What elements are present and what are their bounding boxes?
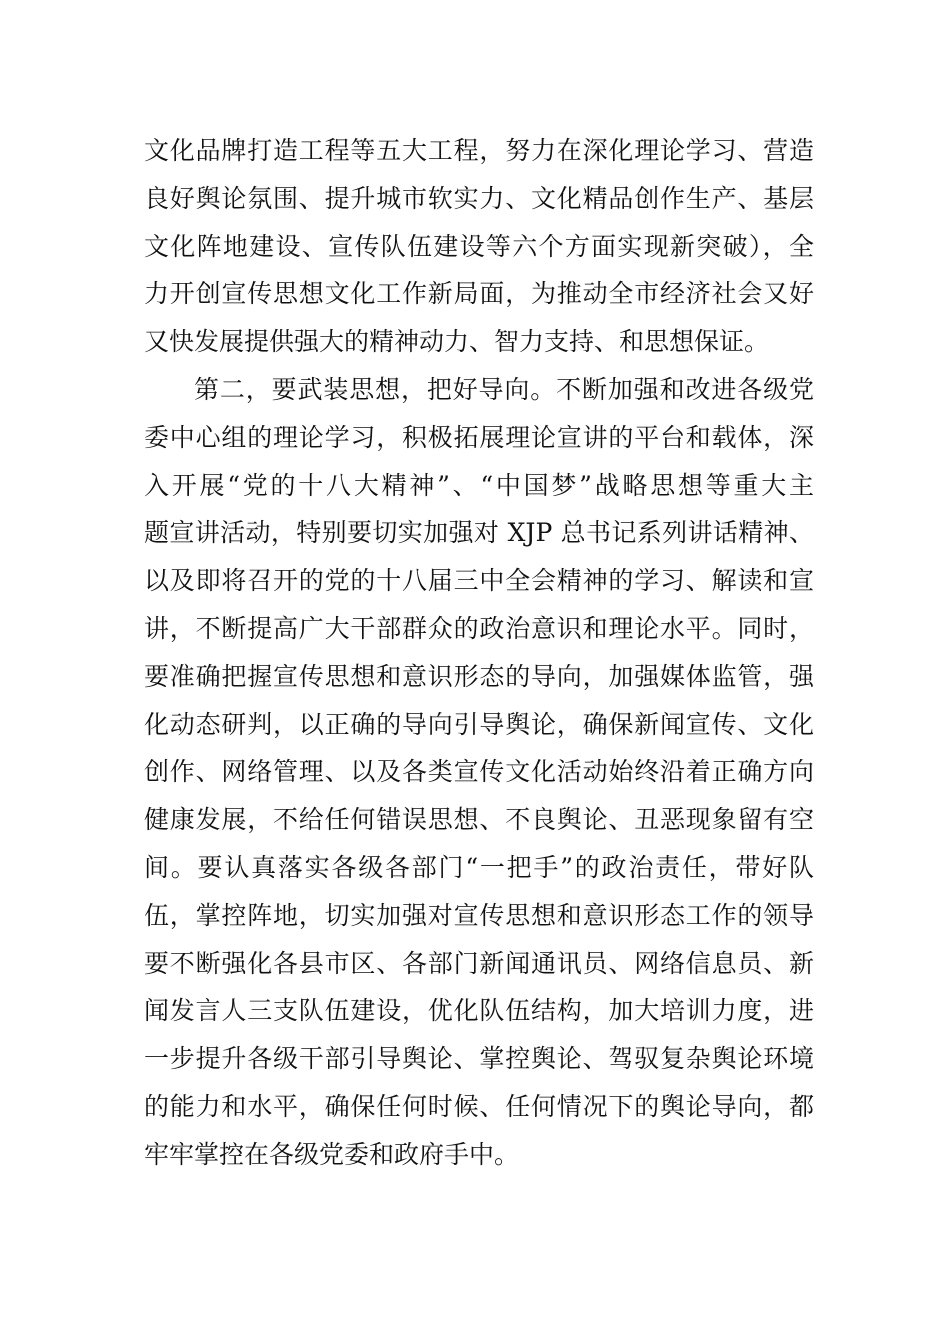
text-line: 伍，掌控阵地，切实加强对宣传思想和意识形态工作的领导 [144, 900, 814, 930]
paragraph-start-line: 第二，要武装思想，把好导向。不断加强和改进各级党 [194, 374, 814, 404]
text-line: 要不断强化各县市区、各部门新闻通讯员、网络信息员、新 [144, 948, 814, 978]
text-line: 委中心组的理论学习，积极拓展理论宣讲的平台和载体，深 [144, 422, 814, 452]
text-line: 牢牢掌控在各级党委和政府手中。 [144, 1139, 520, 1169]
text-line: 入开展“党的十八大精神”、“中国梦”战略思想等重大主 [144, 470, 814, 500]
text-line: 文化阵地建设、宣传队伍建设等六个方面实现新突破），全 [144, 231, 814, 261]
text-line: 健康发展，不给任何错误思想、不良舆论、丑恶现象留有空 [144, 805, 814, 835]
text-line: 讲，不断提高广大干部群众的政治意识和理论水平。同时， [144, 613, 814, 643]
text-line: 的能力和水平，确保任何时候、任何情况下的舆论导向，都 [144, 1091, 814, 1121]
text-line: 又快发展提供强大的精神动力、智力支持、和思想保证。 [144, 327, 770, 357]
body-text [144, 127, 814, 1179]
text-line: 力开创宣传思想文化工作新局面，为推动全市经济社会又好 [144, 279, 814, 309]
text-line: 题宣讲活动，特别要切实加强对 XJP 总书记系列讲话精神、 [144, 518, 814, 548]
text-line: 以及即将召开的党的十八届三中全会精神的学习、解读和宣 [144, 566, 814, 596]
text-line: 间。要认真落实各级各部门“一把手”的政治责任，带好队 [144, 852, 814, 882]
text-line: 创作、网络管理、以及各类宣传文化活动始终沿着正确方向 [144, 757, 814, 787]
text-line: 文化品牌打造工程等五大工程，努力在深化理论学习、营造 [144, 136, 814, 165]
text-line: 一步提升各级干部引导舆论、掌控舆论、驾驭复杂舆论环境 [144, 1044, 814, 1074]
text-line: 闻发言人三支队伍建设，优化队伍结构，加大培训力度，进 [144, 996, 814, 1026]
text-line: 化动态研判，以正确的导向引导舆论，确保新闻宣传、文化 [144, 709, 814, 739]
text-line: 要准确把握宣传思想和意识形态的导向，加强媒体监管，强 [144, 661, 814, 691]
text-line: 良好舆论氛围、提升城市软实力、文化精品创作生产、基层 [144, 183, 814, 213]
